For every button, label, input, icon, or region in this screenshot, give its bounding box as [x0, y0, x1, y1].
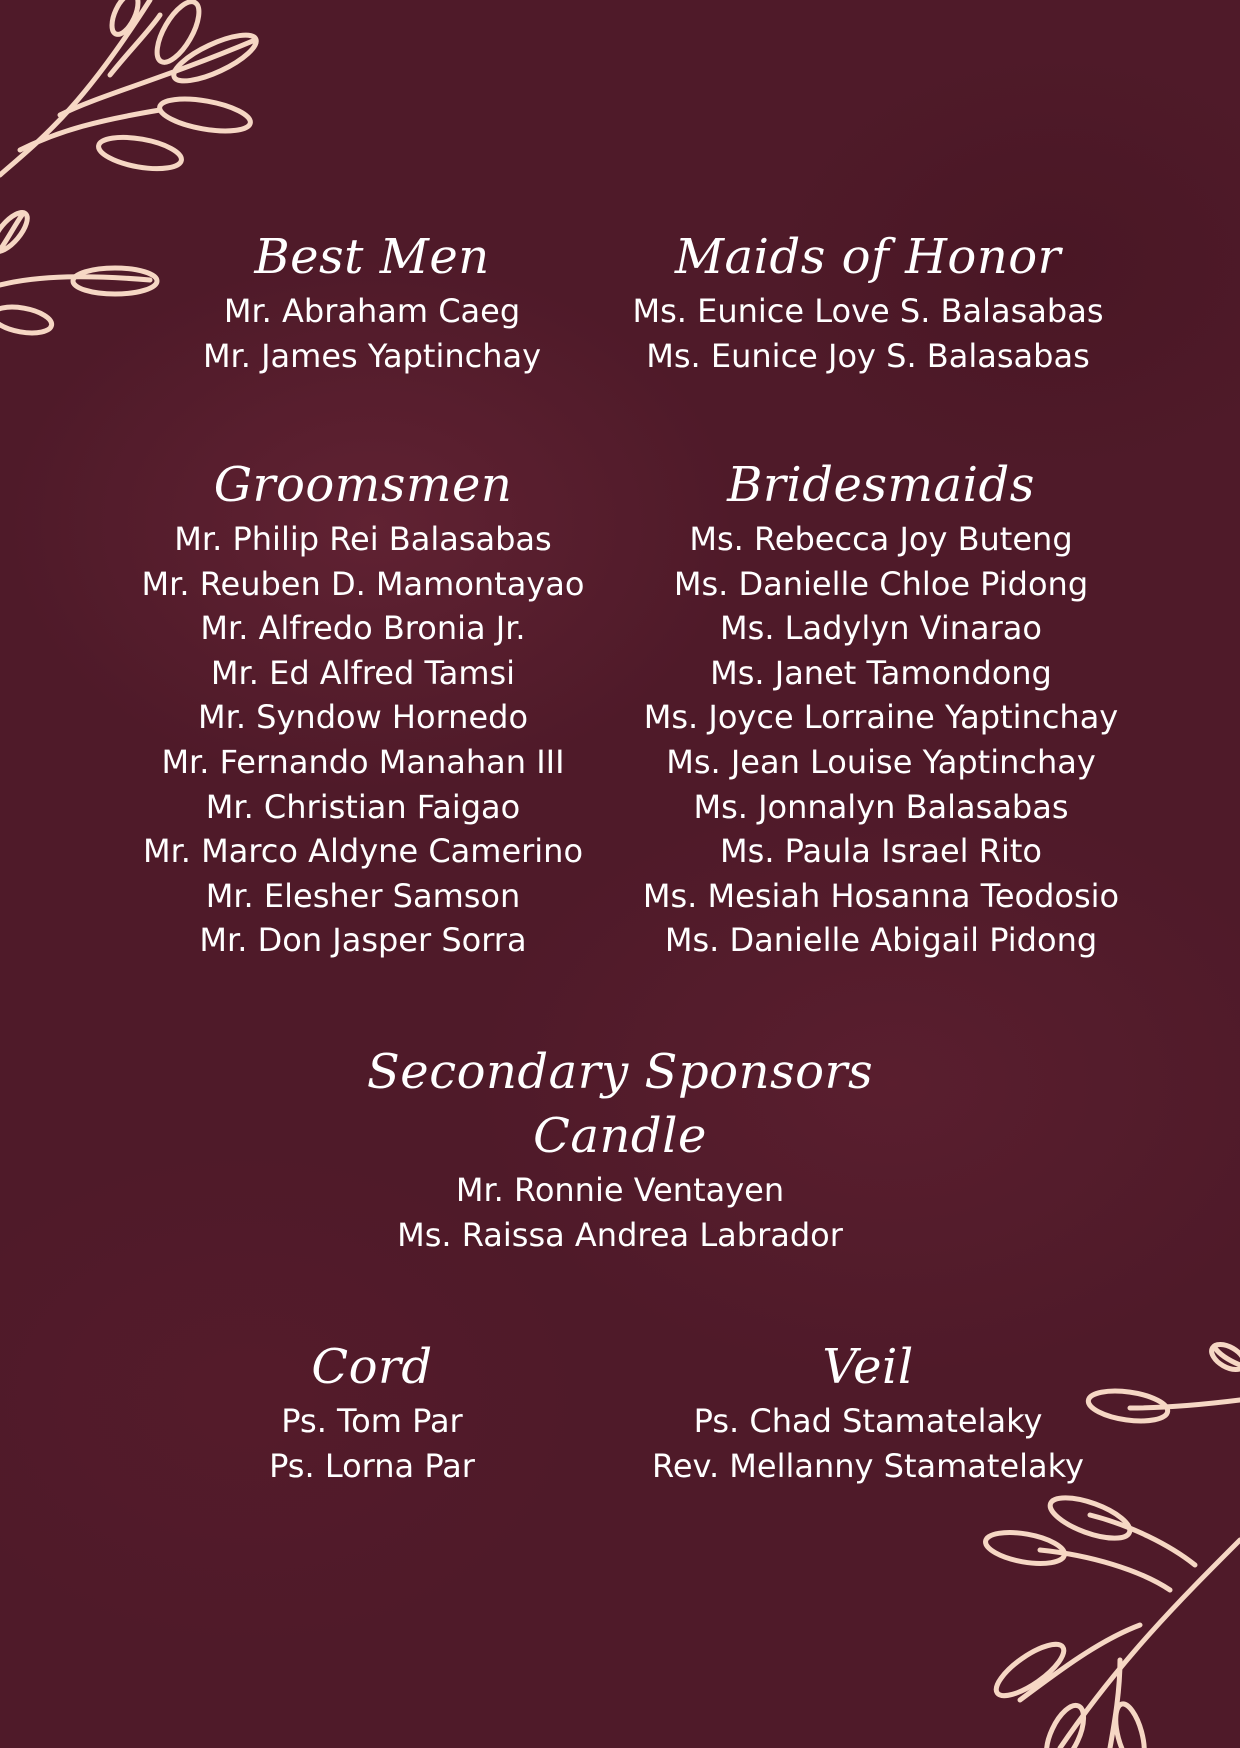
bridesmaid-name: Ms. Paula Israel Rito [720, 832, 1042, 871]
bridesmaid-name: Ms. Rebecca Joy Buteng [689, 520, 1073, 558]
bridesmaids-section [622, 453, 1140, 963]
maid-of-honor-name: Ms. Eunice Joy S. Balasabas [646, 336, 1090, 375]
bridesmaid-name: Ms. Janet Tamondong [710, 653, 1052, 692]
maids-of-honor-section [618, 225, 1118, 378]
secondary-sponsors-heading: Secondary Sponsors [366, 1044, 874, 1100]
cord-section [222, 1335, 522, 1488]
groomsman-name: Mr. Alfredo Bronia Jr. [200, 609, 526, 648]
groomsman-name: Mr. Christian Faigao [205, 787, 521, 826]
secondary-sponsors-section [320, 1040, 920, 1257]
groomsman-name: Mr. Marco Aldyne Camerino [142, 832, 584, 871]
best-man-name: Mr. James Yaptinchay [202, 336, 542, 375]
veil-section [618, 1335, 1118, 1488]
groomsman-name: Mr. Ed Alfred Tamsi [210, 653, 516, 692]
cord-heading: Cord [311, 1339, 433, 1395]
bridesmaid-name: Ms. Danielle Chloe Pidong [673, 564, 1089, 603]
best-men-section [162, 225, 582, 378]
veil-sponsor-name: Rev. Mellanny Stamatelaky [652, 1446, 1084, 1485]
groomsmen-section [122, 453, 604, 963]
groomsman-name: Mr. Syndow Hornedo [197, 698, 529, 737]
groomsman-name: Mr. Don Jasper Sorra [199, 921, 527, 960]
cord-sponsor-name: Ps. Tom Par [281, 1402, 463, 1440]
groomsman-name: Mr. Reuben D. Mamontayao [141, 564, 585, 603]
candle-sponsor-name: Mr. Ronnie Ventayen [455, 1171, 785, 1209]
candle-heading: Candle [533, 1108, 707, 1164]
bridesmaids-heading: Bridesmaids [727, 457, 1035, 513]
bridesmaid-name: Ms. Joyce Lorraine Yaptinchay [643, 698, 1119, 737]
candle-sponsor-name: Ms. Raissa Andrea Labrador [397, 1215, 843, 1254]
maid-of-honor-name: Ms. Eunice Love S. Balasabas [632, 292, 1104, 330]
maids-of-honor-heading: Maids of Honor [674, 229, 1062, 285]
groomsman-name: Mr. Philip Rei Balasabas [174, 520, 552, 558]
best-men-heading: Best Men [254, 229, 490, 285]
veil-sponsor-name: Ps. Chad Stamatelaky [693, 1402, 1043, 1440]
bridesmaid-name: Ms. Jonnalyn Balasabas [693, 787, 1069, 826]
groomsman-name: Mr. Fernando Manahan III [161, 742, 565, 781]
groomsmen-heading: Groomsmen [213, 457, 513, 513]
veil-heading: Veil [822, 1339, 914, 1395]
bridesmaid-name: Ms. Mesiah Hosanna Teodosio [642, 876, 1120, 915]
cord-sponsor-name: Ps. Lorna Par [269, 1446, 475, 1485]
groomsman-name: Mr. Elesher Samson [205, 876, 521, 915]
bridesmaid-name: Ms. Jean Louise Yaptinchay [666, 742, 1096, 781]
bridesmaid-name: Ms. Ladylyn Vinarao [720, 609, 1042, 648]
best-man-name: Mr. Abraham Caeg [223, 292, 521, 330]
bridesmaid-name: Ms. Danielle Abigail Pidong [664, 921, 1098, 960]
